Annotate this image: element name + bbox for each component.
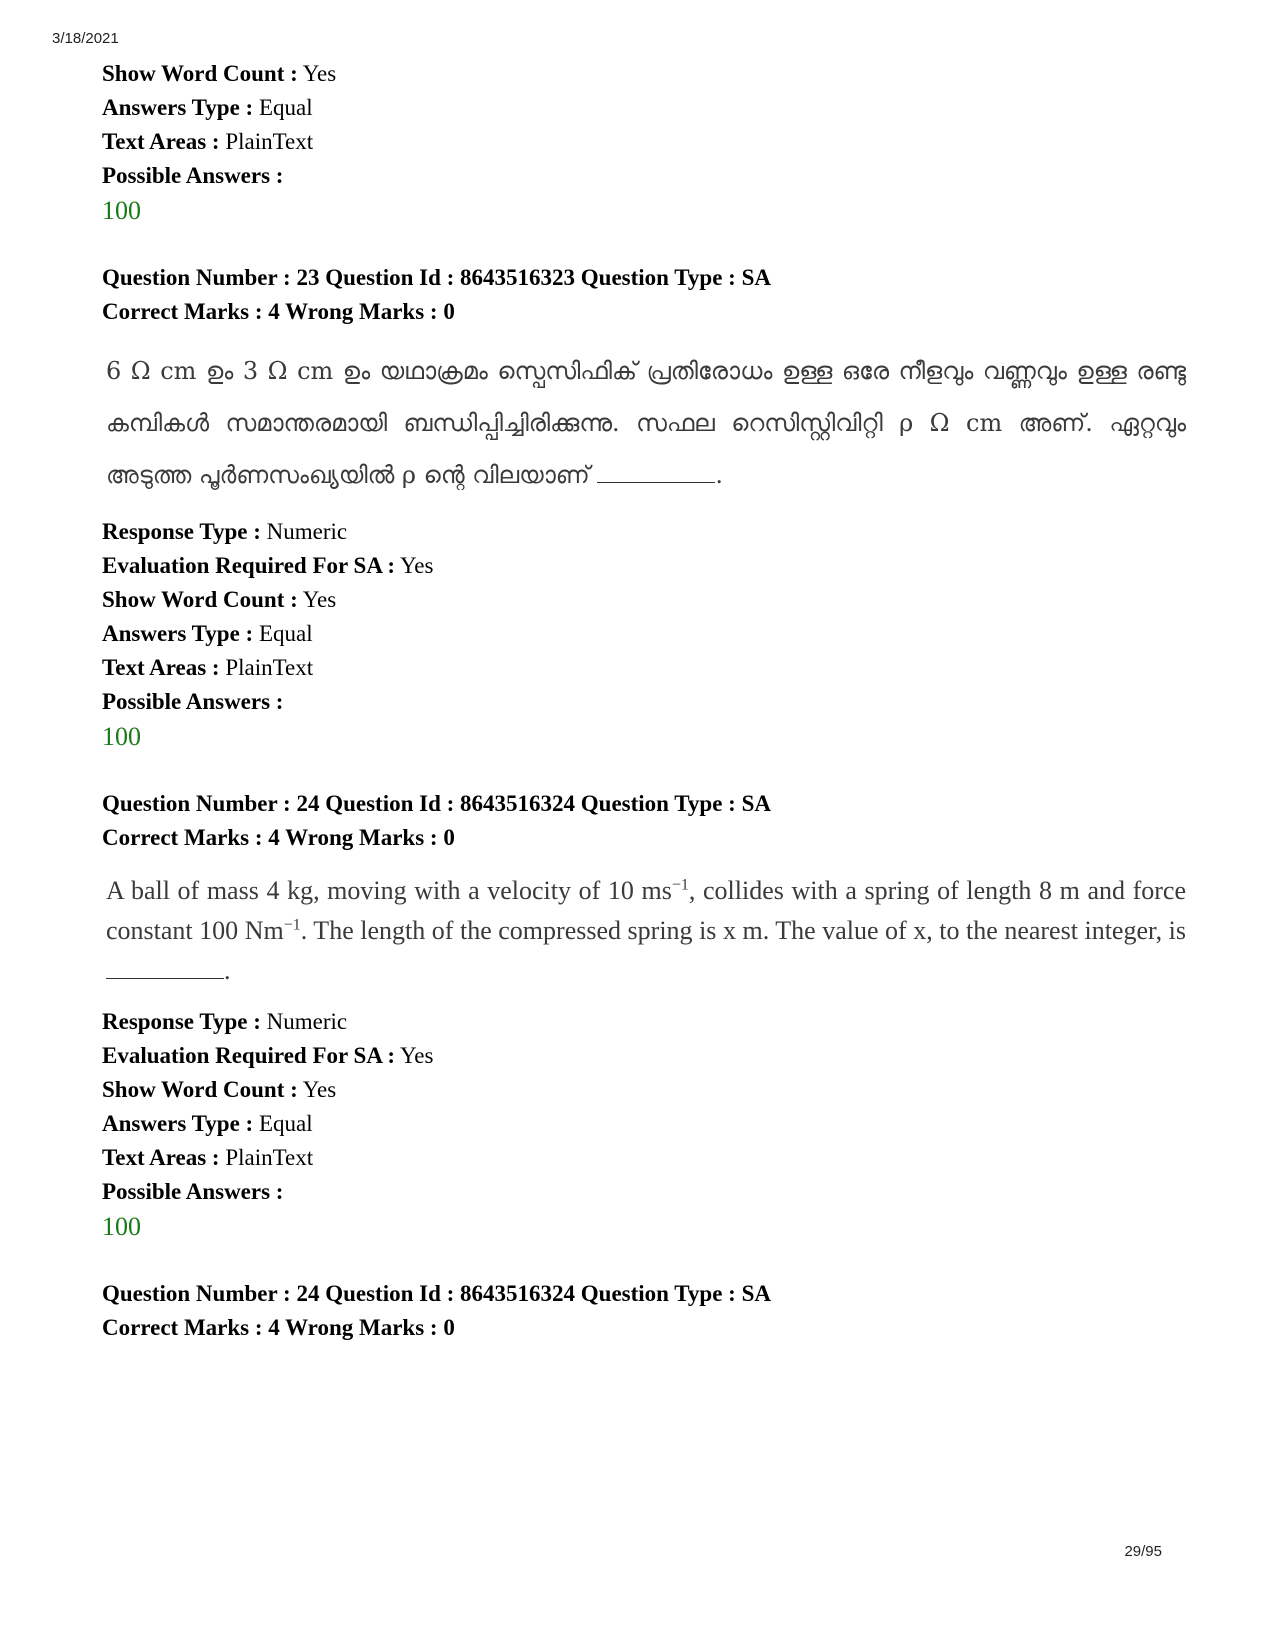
field-value: Equal: [258, 1111, 313, 1136]
field-label: Response Type :: [102, 1009, 261, 1034]
question-marks: Correct Marks : 4 Wrong Marks : 0: [102, 1315, 455, 1340]
question-header: Question Number : 23 Question Id : 8643516323 Question Type : SA: [102, 265, 771, 290]
show-word-count-row: [102, 1073, 1182, 1107]
field-label: Answers Type :: [102, 621, 254, 646]
question-marks: Correct Marks : 4 Wrong Marks : 0: [102, 299, 455, 324]
possible-answers-row: [102, 159, 1182, 193]
question-header: Question Number : 24 Question Id : 8643516324 Question Type : SA: [102, 791, 771, 816]
field-label: Show Word Count :: [102, 61, 298, 86]
possible-answer-value: 100: [102, 722, 141, 751]
superscript: −1: [671, 876, 689, 894]
field-value: Numeric: [266, 519, 348, 544]
field-value: Equal: [258, 621, 313, 646]
field-label: Evaluation Required For SA :: [102, 553, 396, 578]
question-text-end: .: [715, 461, 724, 489]
field-label: Show Word Count :: [102, 1077, 298, 1102]
field-value: Yes: [302, 61, 337, 86]
question-body-part3: . The length of the compressed spring is x m. The value of x, to the nearest integer, is: [300, 916, 1186, 945]
question-text-end: .: [224, 956, 231, 985]
question-24-repeat: [102, 1277, 1182, 1345]
page-number: 29/95: [1124, 1543, 1162, 1560]
field-value: Yes: [302, 1077, 337, 1102]
text-areas-row: [102, 651, 1182, 685]
question-body-part2: , collides with a spring of length 8 m and force constant 100 Nm: [106, 876, 1186, 945]
response-type-row: [102, 515, 1182, 549]
field-label: Answers Type :: [102, 95, 254, 120]
question-23: [102, 261, 1186, 755]
question-24: [102, 787, 1186, 1245]
field-value: PlainText: [225, 655, 314, 680]
possible-answer-value: 100: [102, 1212, 141, 1241]
prev-question-details: [102, 57, 1182, 229]
question-body-part1: A ball of mass 4 kg, moving with a velocity of 10 ms: [106, 876, 672, 905]
field-label: Text Areas :: [102, 655, 220, 680]
print-date: 3/18/2021: [52, 30, 119, 47]
possible-answers-row: [102, 1175, 1182, 1209]
answers-type-row: [102, 617, 1182, 651]
evaluation-row: [102, 549, 1182, 583]
question-text: [106, 345, 1186, 501]
field-value: PlainText: [225, 1145, 314, 1170]
question-body: 6 Ω cm ഉം 3 Ω cm ഉം യഥാക്രമം സ്പെസിഫിക് പ്രതിരോധം ഉള്ള ഒരേ നീളവും വണ്ണവും ഉള്ള രണ്ടു കമ്പികൾ സമാന്തരമായി ബന്ധിപ്പിച്ചിരിക്കുന്നു. സഫല റെസിസ്റ്റിവിറ്റി ρ Ω cm അണ്. ഏറ്റവും അടുത്ത പൂർണസംഖ്യയിൽ ρ ന്റെ വിലയാണ്: [106, 357, 1186, 489]
field-label: Text Areas :: [102, 129, 220, 154]
field-value: Yes: [302, 587, 337, 612]
field-label: Possible Answers :: [102, 163, 284, 188]
field-label: Response Type :: [102, 519, 261, 544]
answer-blank: [106, 958, 224, 979]
field-value: Equal: [258, 95, 313, 120]
field-value: Yes: [400, 553, 434, 578]
field-value: PlainText: [225, 129, 314, 154]
field-label: Possible Answers :: [102, 1179, 284, 1204]
possible-answers-row: [102, 685, 1182, 719]
possible-answer-value: 100: [102, 196, 141, 225]
field-label: Possible Answers :: [102, 689, 284, 714]
field-label: Answers Type :: [102, 1111, 254, 1136]
evaluation-row: [102, 1039, 1182, 1073]
field-value: Yes: [400, 1043, 434, 1068]
answers-type-row: [102, 91, 1182, 125]
question-marks: Correct Marks : 4 Wrong Marks : 0: [102, 825, 455, 850]
superscript: −1: [283, 916, 301, 934]
text-areas-row: [102, 125, 1182, 159]
show-word-count-row: [102, 583, 1182, 617]
field-label: Evaluation Required For SA :: [102, 1043, 396, 1068]
field-label: Show Word Count :: [102, 587, 298, 612]
page-content: [102, 57, 1186, 1345]
response-type-row: [102, 1005, 1182, 1039]
field-label: Text Areas :: [102, 1145, 220, 1170]
answer-blank: [597, 462, 715, 483]
question-header: Question Number : 24 Question Id : 8643516324 Question Type : SA: [102, 1281, 771, 1306]
question-text: [106, 871, 1186, 991]
show-word-count-row: [102, 57, 1182, 91]
text-areas-row: [102, 1141, 1182, 1175]
field-value: Numeric: [266, 1009, 348, 1034]
answers-type-row: [102, 1107, 1182, 1141]
